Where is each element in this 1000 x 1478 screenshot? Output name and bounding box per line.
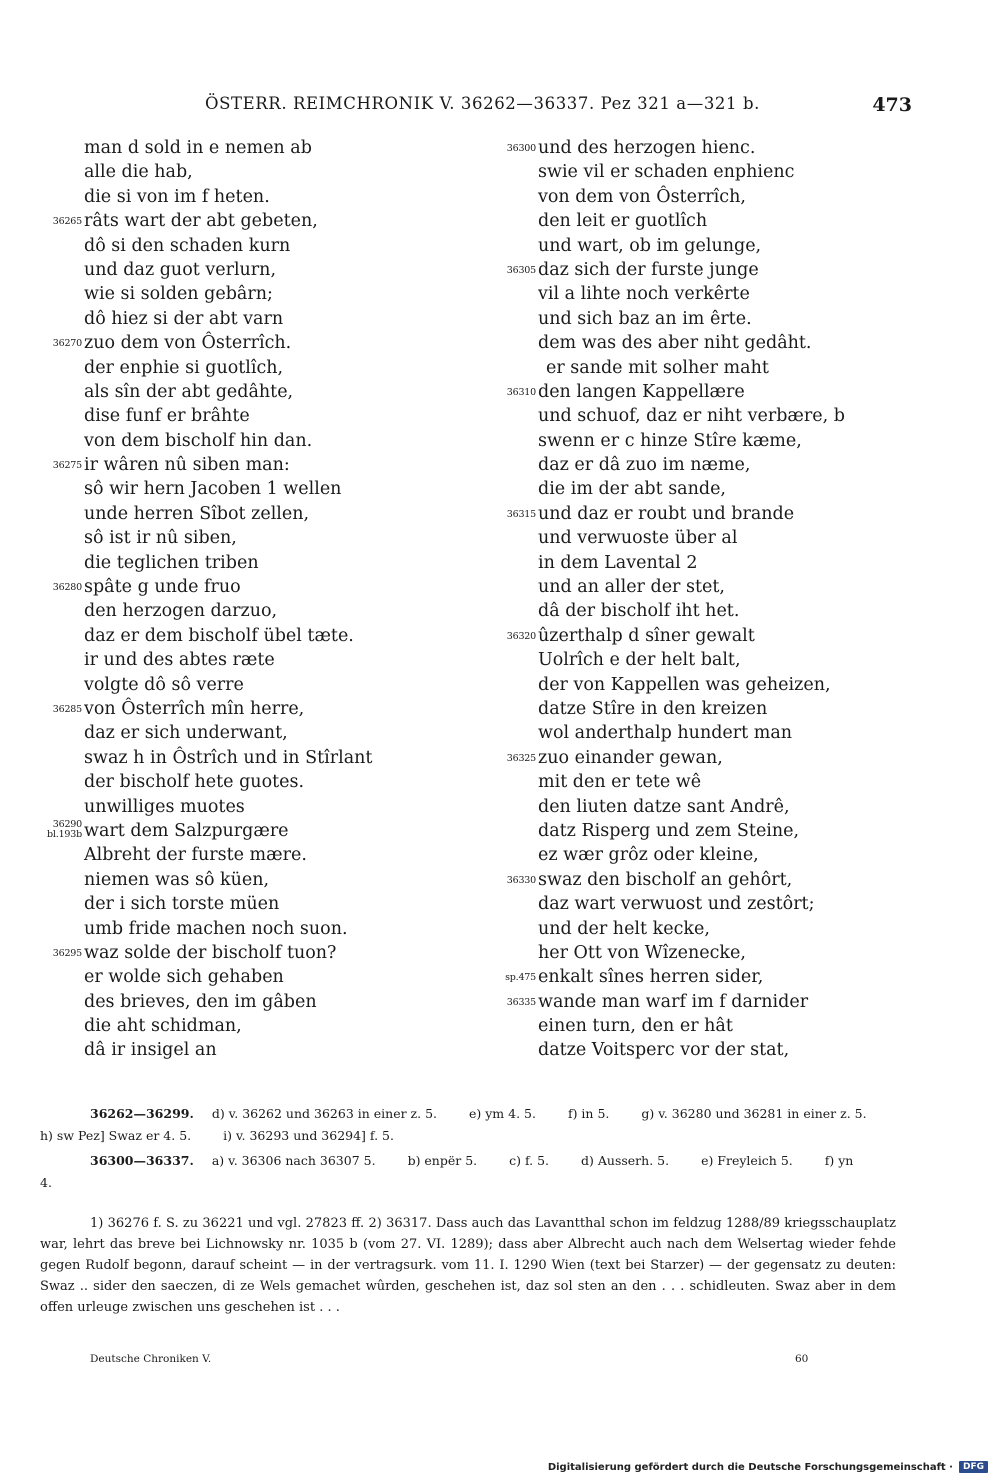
apparatus-note: e) Freyleich 5.: [701, 1153, 793, 1168]
verse-text: mit den er tete wê: [538, 772, 702, 793]
verse-line: [478, 380, 948, 404]
verse-text: daz sich der furste junge: [538, 259, 759, 280]
verse-line: [24, 258, 494, 282]
verse-text: und daz er roubt und brande: [538, 503, 795, 524]
verse-line: [478, 160, 948, 184]
verse-number: 36300: [506, 143, 536, 154]
verse-line: [24, 892, 494, 916]
verse-line: [478, 941, 948, 965]
verse-line: [24, 990, 494, 1014]
verse-text: ir und des abtes ræte: [84, 650, 275, 671]
verse-number-main: 36290: [52, 818, 82, 830]
verse-line: [478, 502, 948, 526]
verse-line: [478, 209, 948, 233]
verse-line: [478, 429, 948, 453]
verse-line: [24, 136, 494, 160]
apparatus-note: g) v. 36280 und 36281 in einer z. 5.: [641, 1106, 867, 1121]
verse-text: von Ôsterrîch mîn herre,: [84, 698, 305, 719]
verse-line: [24, 941, 494, 965]
page-number: 473: [872, 94, 912, 116]
verse-text: dô hiez si der abt varn: [84, 308, 284, 329]
verse-number: sp.475: [505, 972, 536, 984]
verse-line: [24, 185, 494, 209]
verse-line: [24, 624, 494, 648]
verse-line: [24, 209, 494, 233]
apparatus-note: b) enpër 5.: [407, 1153, 478, 1168]
verse-line: [24, 721, 494, 745]
verse-line: [24, 551, 494, 575]
verse-text: und daz guot verlurn,: [84, 259, 277, 280]
critical-apparatus-block-2: [40, 1150, 896, 1194]
verse-text: niemen was sô küen,: [84, 869, 270, 890]
verse-line: [24, 1038, 494, 1062]
digitization-credit-text: Digitalisierung gefördert durch die Deutsche Forschungsgemeinschaft ·: [547, 1461, 953, 1473]
verse-line: [478, 136, 948, 160]
verse-line: [24, 1014, 494, 1038]
verse-line: [478, 624, 948, 648]
verse-line: [478, 477, 948, 501]
verse-text: die im der abt sande,: [538, 479, 726, 500]
verse-text: her Ott von Wîzenecke,: [538, 942, 746, 963]
verse-line: [478, 843, 948, 867]
verse-number: 36310: [506, 386, 536, 398]
verse-line: [478, 673, 948, 697]
verse-text: swenn er c hinze Stîre kæme,: [538, 430, 802, 451]
verse-line: [24, 599, 494, 623]
collection-title: Deutsche Chroniken V.: [90, 1353, 212, 1365]
verse-number: 36305: [506, 264, 536, 276]
verse-text: volgte dô sô verre: [84, 674, 244, 695]
verse-text: sô ist ir nû siben,: [84, 528, 237, 549]
verse-line: [478, 282, 948, 306]
apparatus-note: d) v. 36262 und 36263 in einer z. 5.: [211, 1106, 438, 1121]
verse-text: ir wâren nû siben man:: [84, 455, 290, 476]
verse-text: er sande mit solher maht: [546, 357, 769, 378]
page-header: [0, 94, 1000, 124]
verse-text: von dem von Ôsterrîch,: [538, 186, 746, 207]
verse-line: [478, 1038, 948, 1062]
verse-line: [478, 551, 948, 575]
page-footer: [0, 1353, 1000, 1373]
verse-text: wande man warf im f darnider: [538, 991, 809, 1012]
verse-text: zuo dem von Ôsterrîch.: [84, 333, 292, 354]
verse-text: datz Risperg und zem Steine,: [538, 820, 800, 841]
verse-text: und verwuoste über al: [538, 528, 738, 549]
verse-line: [478, 697, 948, 721]
verse-text: wie si solden gebârn;: [84, 284, 273, 305]
verse-number: [24, 820, 82, 840]
left-verse-column: [24, 136, 494, 1063]
digitization-credit: [548, 1460, 988, 1474]
verse-line: [24, 868, 494, 892]
verse-text: daz er sich underwant,: [84, 723, 288, 744]
verse-line: [24, 819, 494, 843]
verse-text: den leit er guotlîch: [538, 211, 708, 232]
verse-text: Albreht der furste mære.: [84, 845, 307, 866]
verse-number: 36330: [506, 874, 536, 886]
verse-line: [478, 234, 948, 258]
apparatus-note: f) in 5.: [567, 1106, 610, 1121]
verse-number: 36265: [52, 216, 82, 228]
verse-text: er wolde sich gehaben: [84, 967, 284, 988]
verse-text: und der helt kecke,: [538, 918, 710, 939]
right-verse-column: [478, 136, 948, 1063]
verse-line: [478, 965, 948, 989]
verse-line: [478, 599, 948, 623]
verse-number: 36320: [506, 630, 536, 642]
apparatus-verse-range: 36262—36299.: [90, 1106, 194, 1121]
verse-text: enkalt sînes herren sider,: [538, 967, 764, 988]
verse-text: den liuten datze sant Andrê,: [538, 796, 790, 817]
verse-text: wol anderthalp hundert man: [538, 723, 793, 744]
verse-line: [24, 477, 494, 501]
verse-text: swaz den bischolf an gehôrt,: [538, 869, 793, 890]
verse-text: dâ der bischolf iht het.: [538, 601, 740, 622]
verse-text: unde herren Sîbot zellen,: [84, 503, 310, 524]
apparatus-note: a) v. 36306 nach 36307 5.: [211, 1153, 376, 1168]
verse-line: [478, 770, 948, 794]
verse-line: [478, 185, 948, 209]
verse-text: datze Voitsperc vor der stat,: [538, 1040, 790, 1061]
verse-line: [478, 892, 948, 916]
verse-line: [478, 868, 948, 892]
verse-line: [478, 917, 948, 941]
verse-number: 36295: [52, 947, 82, 959]
verse-text: und wart, ob im gelunge,: [538, 235, 762, 256]
verse-text: spâte g unde fruo: [84, 577, 241, 598]
apparatus-note: c) f. 5.: [509, 1153, 550, 1168]
verse-line: [24, 282, 494, 306]
verse-line: [478, 1014, 948, 1038]
verse-line: [478, 356, 948, 380]
verse-text: den langen Kappellære: [538, 381, 745, 402]
verse-text: datze Stîre in den kreizen: [538, 698, 768, 719]
verse-line: [24, 502, 494, 526]
verse-text: sô wir hern Jacoben 1 wellen: [84, 479, 342, 500]
verse-text: vil a lihte noch verkêrte: [538, 284, 750, 305]
verse-text: ûzerthalp d sîner gewalt: [538, 625, 755, 646]
verse-text: swie vil er schaden enphienc: [538, 162, 795, 183]
verse-text: Uolrîch e der helt balt,: [538, 650, 741, 671]
verse-text: den herzogen darzuo,: [84, 601, 278, 622]
apparatus-note: i) v. 36293 und 36294] f. 5.: [223, 1128, 394, 1143]
verse-line: [478, 575, 948, 599]
verse-line: [24, 843, 494, 867]
verse-line: [24, 673, 494, 697]
verse-line: [24, 746, 494, 770]
verse-number: 36280: [52, 582, 82, 594]
footnote-text: 1) 36276 f. S. zu 36221 und vgl. 27823 ff. 2) 36317. Dass auch das Lavantthal schon im feldzug 1288/89 kriegsschauplatz war, lehrt das breve bei Lichnowsky nr. 1035 b (vom 27. VI. 1289); dass aber Albrecht auch nach dem Welsertag wieder fehde gegen Rudolf begonn, darauf scheint — in der vertragsurk. vom 11. I. 1290 Wien (text bei Starzer) — der gegensatz zu deuten: Swaz .. sider den saeczen, di ze Wels gemachet wûrden, geschehen ist, daz sol sten an den . . . schidleuten. Swaz aber in dem offen urleuge zwischen uns geschehen ist . . .: [40, 1216, 896, 1315]
verse-text: die teglichen triben: [84, 552, 259, 573]
verse-line: [478, 404, 948, 428]
verse-text: und schuof, daz er niht verbære, b: [538, 406, 845, 427]
verse-text: wart dem Salzpurgære: [84, 820, 289, 841]
verse-text: dâ ir insigel an: [84, 1040, 217, 1061]
critical-apparatus-block-1: [40, 1103, 896, 1147]
verse-text: daz wart verwuost und zestôrt;: [538, 894, 815, 915]
verse-text: einen turn, den er hât: [538, 1016, 733, 1037]
verse-text: der von Kappellen was geheizen,: [538, 674, 831, 695]
verse-line: [24, 356, 494, 380]
apparatus-note: e) ym 4. 5.: [469, 1106, 536, 1121]
verse-line: [24, 307, 494, 331]
verse-line: [478, 819, 948, 843]
verse-number: 36270: [52, 338, 82, 350]
verse-text: daz er dem bischolf übel tæte.: [84, 625, 354, 646]
verse-line: [478, 331, 948, 355]
verse-line: [478, 990, 948, 1014]
verse-text: man d sold in e nemen ab: [84, 138, 312, 158]
verse-line: [478, 721, 948, 745]
apparatus-note: h) sw Pez] Swaz er 4. 5.: [40, 1128, 192, 1143]
verse-line: [478, 795, 948, 819]
apparatus-note: f) yn 4.: [40, 1153, 854, 1190]
folio-reference: bl.193b: [47, 828, 82, 840]
verse-number: 36315: [506, 508, 536, 520]
verse-number: 36285: [52, 703, 82, 715]
verse-text: daz er dâ zuo im næme,: [538, 455, 751, 476]
verse-line: [478, 648, 948, 672]
sheet-signature: 60: [795, 1353, 809, 1365]
running-title: ÖSTERR. REIMCHRONIK V. 36262—36337. Pez 321 a—321 b.: [205, 94, 760, 113]
verse-line: [24, 331, 494, 355]
verse-text: und sich baz an im êrte.: [538, 308, 752, 329]
verse-text: râts wart der abt gebeten,: [84, 211, 318, 232]
verse-number: 36335: [506, 996, 536, 1008]
verse-line: [24, 648, 494, 672]
verse-text: und des herzogen hienc.: [538, 138, 756, 158]
verse-text: swaz h in Ôstrîch und in Stîrlant: [84, 747, 373, 768]
verse-number: 36325: [506, 752, 536, 764]
verse-line: [24, 965, 494, 989]
dfg-logo: DFG: [959, 1461, 988, 1473]
apparatus-verse-range: 36300—36337.: [90, 1153, 194, 1168]
verse-line: [478, 526, 948, 550]
verse-line: [24, 380, 494, 404]
verse-text: zuo einander gewan,: [538, 747, 723, 768]
verse-text: des brieves, den im gâben: [84, 991, 317, 1012]
verse-text: als sîn der abt gedâhte,: [84, 381, 294, 402]
verse-line: [24, 234, 494, 258]
verse-text: in dem Lavental 2: [538, 552, 698, 573]
verse-text: der bischolf hete guotes.: [84, 772, 305, 793]
verse-line: [478, 258, 948, 282]
verse-text: die aht schidman,: [84, 1016, 242, 1037]
verse-line: [24, 795, 494, 819]
verse-line: [478, 746, 948, 770]
verse-line: [24, 697, 494, 721]
verse-text: der i sich torste müen: [84, 894, 280, 915]
verse-text: von dem bischolf hin dan.: [84, 430, 313, 451]
verse-line: [478, 453, 948, 477]
verse-text: ez wær grôz oder kleine,: [538, 845, 759, 866]
verse-text: die si von im f heten.: [84, 186, 270, 207]
verse-line: [24, 160, 494, 184]
verse-text: dem was des aber niht gedâht.: [538, 333, 812, 354]
verse-line: [478, 307, 948, 331]
verse-text: waz solde der bischolf tuon?: [84, 942, 337, 963]
verse-line: [24, 917, 494, 941]
verse-line: [24, 453, 494, 477]
verse-text: dô si den schaden kurn: [84, 235, 291, 256]
verse-text: umb fride machen noch suon.: [84, 918, 348, 939]
commentary-footnotes: [40, 1213, 896, 1318]
verse-text: und an aller der stet,: [538, 577, 725, 598]
verse-line: [24, 770, 494, 794]
verse-number: 36275: [52, 460, 82, 472]
verse-line: [24, 526, 494, 550]
verse-line: [24, 404, 494, 428]
verse-text: dise funf er brâhte: [84, 406, 250, 427]
verse-line: [24, 575, 494, 599]
verse-text: alle die hab,: [84, 162, 193, 183]
apparatus-note: d) Ausserh. 5.: [581, 1153, 670, 1168]
verse-text: unwilliges muotes: [84, 796, 245, 817]
verse-line: [24, 429, 494, 453]
verse-text: der enphie si guotlîch,: [84, 357, 284, 378]
